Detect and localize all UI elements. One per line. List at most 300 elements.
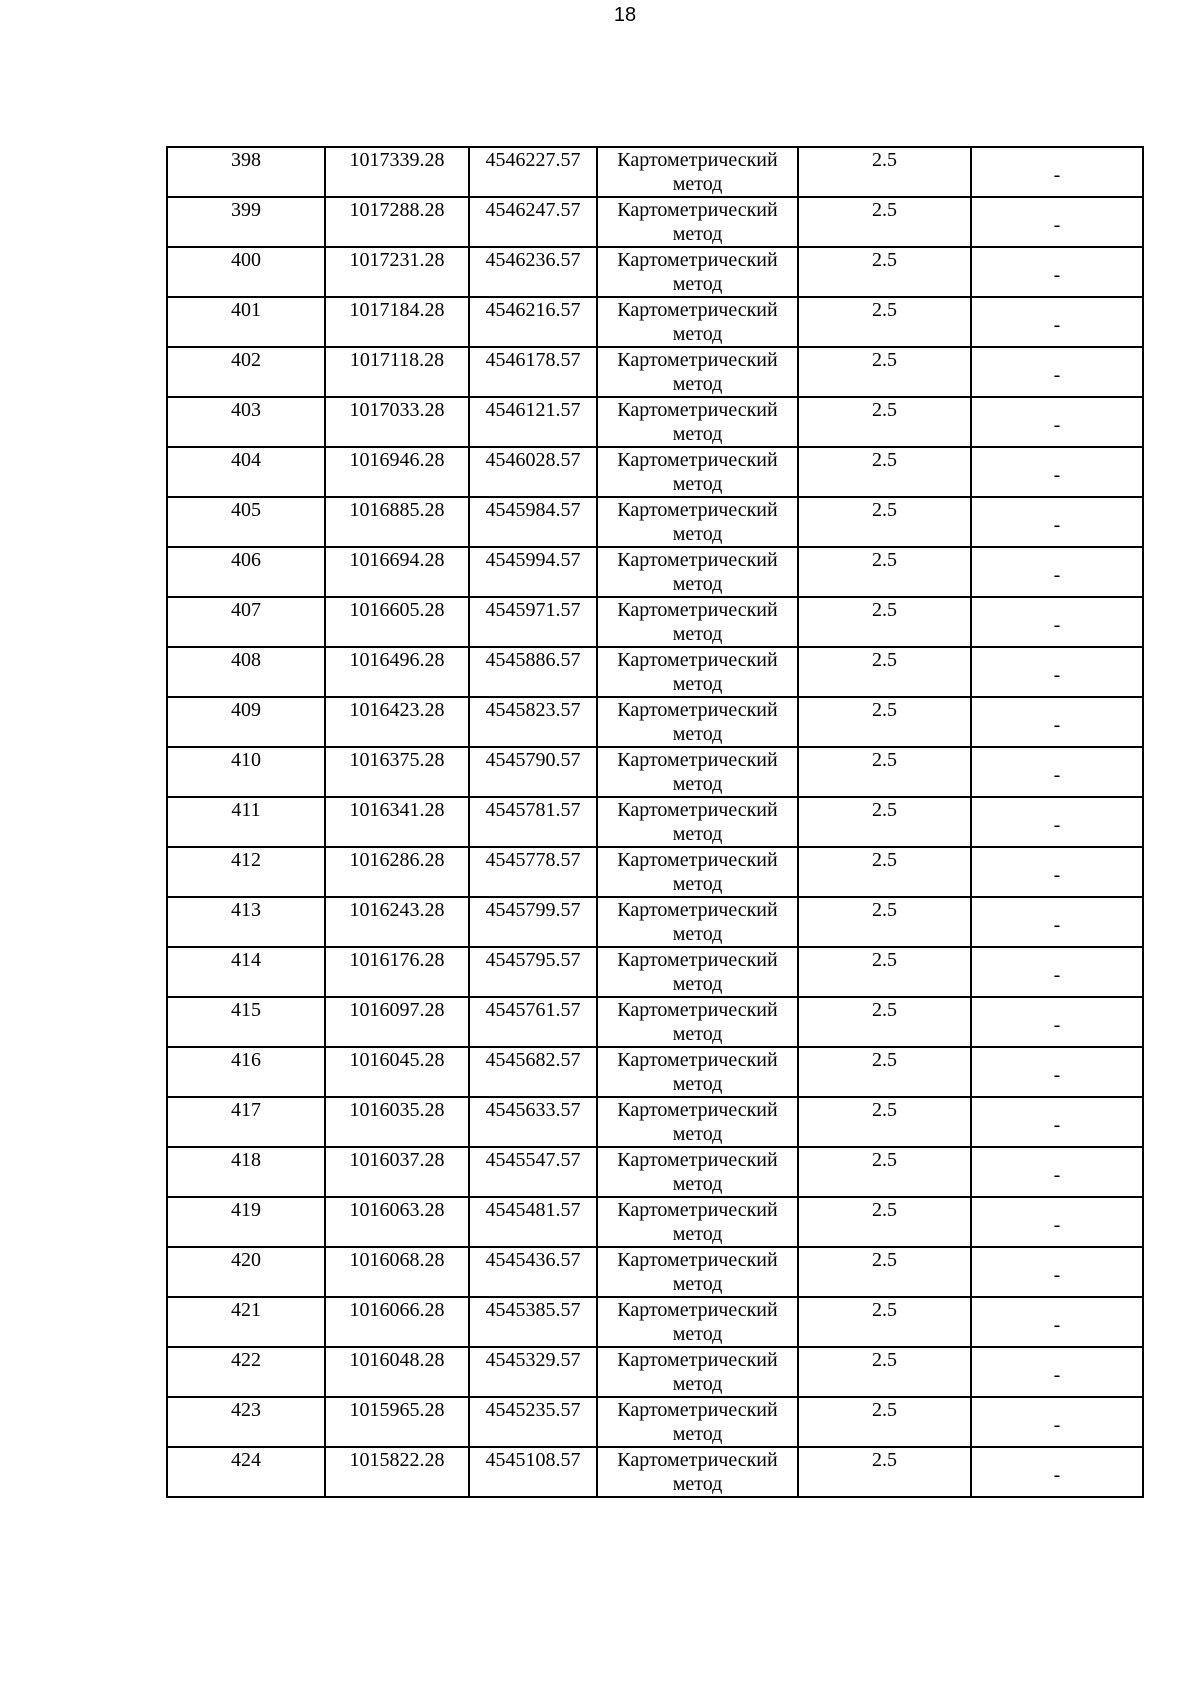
- method-text: Картометрический метод: [617, 549, 778, 595]
- point-number-cell: [167, 647, 325, 697]
- y-text: 4545886.57: [485, 649, 581, 671]
- table-row: [167, 1097, 1143, 1147]
- point-number-cell: [167, 347, 325, 397]
- x-text: 1016066.28: [349, 1299, 445, 1321]
- method-text: Картометрический метод: [617, 699, 778, 745]
- table-row: [167, 1047, 1143, 1097]
- note-text: -: [1053, 1214, 1061, 1236]
- x-text: 1016048.28: [349, 1349, 445, 1371]
- note-text: -: [1053, 164, 1061, 186]
- accuracy-cell: [798, 747, 971, 797]
- accuracy-cell: [798, 1247, 971, 1297]
- note-text: -: [1053, 1114, 1061, 1136]
- accuracy-text: 2.5: [872, 249, 897, 271]
- note-cell: [971, 547, 1143, 597]
- note-cell: [971, 1247, 1143, 1297]
- y-coordinate-cell: [469, 997, 597, 1047]
- x-text: 1015965.28: [349, 1399, 445, 1421]
- table-row: [167, 947, 1143, 997]
- n-text: 408: [231, 649, 261, 671]
- note-text: -: [1053, 714, 1061, 736]
- table-row: [167, 647, 1143, 697]
- n-text: 399: [231, 199, 261, 221]
- y-text: 4545481.57: [485, 1199, 581, 1221]
- n-text: 405: [231, 499, 261, 521]
- table-row: [167, 997, 1143, 1047]
- y-coordinate-cell: [469, 747, 597, 797]
- point-number-cell: [167, 1247, 325, 1297]
- accuracy-text: 2.5: [872, 199, 897, 221]
- method-cell: [597, 847, 798, 897]
- accuracy-text: 2.5: [872, 499, 897, 521]
- accuracy-cell: [798, 597, 971, 647]
- y-coordinate-cell: [469, 647, 597, 697]
- note-text: -: [1053, 764, 1061, 786]
- x-text: 1016946.28: [349, 449, 445, 471]
- method-text: Картометрический метод: [617, 449, 778, 495]
- point-number-cell: [167, 297, 325, 347]
- x-text: 1016243.28: [349, 899, 445, 921]
- note-cell: [971, 297, 1143, 347]
- accuracy-cell: [798, 1197, 971, 1247]
- point-number-cell: [167, 1447, 325, 1497]
- accuracy-text: 2.5: [872, 699, 897, 721]
- n-text: 419: [231, 1199, 261, 1221]
- y-text: 4545682.57: [485, 1049, 581, 1071]
- y-text: 4545235.57: [485, 1399, 581, 1421]
- x-text: 1016286.28: [349, 849, 445, 871]
- point-number-cell: [167, 1097, 325, 1147]
- accuracy-text: 2.5: [872, 999, 897, 1021]
- method-cell: [597, 797, 798, 847]
- method-cell: [597, 1397, 798, 1447]
- y-coordinate-cell: [469, 1297, 597, 1347]
- y-text: 4545795.57: [485, 949, 581, 971]
- x-coordinate-cell: [325, 447, 469, 497]
- method-text: Картометрический метод: [617, 849, 778, 895]
- point-number-cell: [167, 997, 325, 1047]
- note-text: -: [1053, 1314, 1061, 1336]
- n-text: 412: [231, 849, 261, 871]
- accuracy-cell: [798, 1297, 971, 1347]
- accuracy-text: 2.5: [872, 1249, 897, 1271]
- y-coordinate-cell: [469, 147, 597, 197]
- n-text: 400: [231, 249, 261, 271]
- y-text: 4545790.57: [485, 749, 581, 771]
- n-text: 401: [231, 299, 261, 321]
- note-text: -: [1053, 214, 1061, 236]
- n-text: 416: [231, 1049, 261, 1071]
- method-text: Картометрический метод: [617, 149, 778, 195]
- x-text: 1016605.28: [349, 599, 445, 621]
- y-text: 4545385.57: [485, 1299, 581, 1321]
- method-text: Картометрический метод: [617, 1149, 778, 1195]
- n-text: 409: [231, 699, 261, 721]
- y-coordinate-cell: [469, 247, 597, 297]
- x-coordinate-cell: [325, 747, 469, 797]
- method-text: Картометрический метод: [617, 1399, 778, 1445]
- x-text: 1016375.28: [349, 749, 445, 771]
- page-number: 18: [613, 4, 637, 26]
- n-text: 422: [231, 1349, 261, 1371]
- method-text: Картометрический метод: [617, 649, 778, 695]
- note-text: -: [1053, 464, 1061, 486]
- accuracy-text: 2.5: [872, 649, 897, 671]
- note-text: -: [1053, 1014, 1061, 1036]
- n-text: 407: [231, 599, 261, 621]
- point-number-cell: [167, 147, 325, 197]
- n-text: 415: [231, 999, 261, 1021]
- point-number-cell: [167, 1147, 325, 1197]
- point-number-cell: [167, 1397, 325, 1447]
- y-text: 4546247.57: [485, 199, 581, 221]
- note-cell: [971, 497, 1143, 547]
- n-text: 403: [231, 399, 261, 421]
- x-coordinate-cell: [325, 1147, 469, 1197]
- x-coordinate-cell: [325, 1247, 469, 1297]
- method-text: Картометрический метод: [617, 199, 778, 245]
- x-coordinate-cell: [325, 347, 469, 397]
- point-number-cell: [167, 947, 325, 997]
- note-text: -: [1053, 864, 1061, 886]
- accuracy-cell: [798, 497, 971, 547]
- accuracy-cell: [798, 197, 971, 247]
- n-text: 410: [231, 749, 261, 771]
- table-row: [167, 497, 1143, 547]
- accuracy-cell: [798, 297, 971, 347]
- y-coordinate-cell: [469, 597, 597, 647]
- x-coordinate-cell: [325, 497, 469, 547]
- table-row: [167, 847, 1143, 897]
- table-row: [167, 747, 1143, 797]
- note-text: -: [1053, 914, 1061, 936]
- method-text: Картометрический метод: [617, 1249, 778, 1295]
- accuracy-cell: [798, 1147, 971, 1197]
- n-text: 423: [231, 1399, 261, 1421]
- y-text: 4545436.57: [485, 1249, 581, 1271]
- table-row: [167, 1397, 1143, 1447]
- n-text: 413: [231, 899, 261, 921]
- accuracy-text: 2.5: [872, 949, 897, 971]
- note-text: -: [1053, 1264, 1061, 1286]
- accuracy-cell: [798, 1397, 971, 1447]
- note-cell: [971, 1197, 1143, 1247]
- x-text: 1016097.28: [349, 999, 445, 1021]
- x-text: 1017118.28: [349, 349, 445, 371]
- y-coordinate-cell: [469, 897, 597, 947]
- x-text: 1016694.28: [349, 549, 445, 571]
- method-text: Картометрический метод: [617, 949, 778, 995]
- method-text: Картометрический метод: [617, 399, 778, 445]
- table-row: [167, 697, 1143, 747]
- y-coordinate-cell: [469, 1147, 597, 1197]
- note-cell: [971, 1347, 1143, 1397]
- x-text: 1015822.28: [349, 1449, 445, 1471]
- point-number-cell: [167, 497, 325, 547]
- x-coordinate-cell: [325, 1047, 469, 1097]
- x-text: 1017288.28: [349, 199, 445, 221]
- y-text: 4545761.57: [485, 999, 581, 1021]
- table-row: [167, 1347, 1143, 1397]
- x-coordinate-cell: [325, 597, 469, 647]
- note-cell: [971, 597, 1143, 647]
- accuracy-text: 2.5: [872, 1399, 897, 1421]
- n-text: 424: [231, 1449, 261, 1471]
- y-text: 4545329.57: [485, 1349, 581, 1371]
- point-number-cell: [167, 547, 325, 597]
- accuracy-cell: [798, 147, 971, 197]
- y-text: 4545971.57: [485, 599, 581, 621]
- point-number-cell: [167, 1047, 325, 1097]
- y-coordinate-cell: [469, 1197, 597, 1247]
- method-cell: [597, 197, 798, 247]
- y-text: 4546216.57: [485, 299, 581, 321]
- x-text: 1016063.28: [349, 1199, 445, 1221]
- method-cell: [597, 747, 798, 797]
- method-cell: [597, 397, 798, 447]
- method-text: Картометрический метод: [617, 1449, 778, 1495]
- method-cell: [597, 1147, 798, 1197]
- accuracy-text: 2.5: [872, 1299, 897, 1321]
- table-row: [167, 397, 1143, 447]
- accuracy-cell: [798, 797, 971, 847]
- n-text: 414: [231, 949, 261, 971]
- table-row: [167, 1297, 1143, 1347]
- x-coordinate-cell: [325, 797, 469, 847]
- y-text: 4546121.57: [485, 399, 581, 421]
- method-text: Картометрический метод: [617, 1349, 778, 1395]
- point-number-cell: [167, 597, 325, 647]
- point-number-cell: [167, 397, 325, 447]
- y-text: 4545778.57: [485, 849, 581, 871]
- y-text: 4545633.57: [485, 1099, 581, 1121]
- accuracy-cell: [798, 647, 971, 697]
- note-cell: [971, 447, 1143, 497]
- x-text: 1017184.28: [349, 299, 445, 321]
- coordinates-table-body: [167, 147, 1143, 1497]
- method-cell: [597, 597, 798, 647]
- note-cell: [971, 197, 1143, 247]
- note-cell: [971, 1447, 1143, 1497]
- point-number-cell: [167, 897, 325, 947]
- accuracy-text: 2.5: [872, 1199, 897, 1221]
- accuracy-text: 2.5: [872, 549, 897, 571]
- accuracy-cell: [798, 947, 971, 997]
- point-number-cell: [167, 1297, 325, 1347]
- x-coordinate-cell: [325, 1347, 469, 1397]
- note-text: -: [1053, 964, 1061, 986]
- accuracy-cell: [798, 847, 971, 897]
- n-text: 402: [231, 349, 261, 371]
- point-number-cell: [167, 797, 325, 847]
- n-text: 417: [231, 1099, 261, 1121]
- method-text: Картометрический метод: [617, 1199, 778, 1245]
- point-number-cell: [167, 247, 325, 297]
- note-text: -: [1053, 614, 1061, 636]
- table-row: [167, 1447, 1143, 1497]
- method-cell: [597, 297, 798, 347]
- table-row: [167, 897, 1143, 947]
- accuracy-text: 2.5: [872, 599, 897, 621]
- n-text: 420: [231, 1249, 261, 1271]
- accuracy-cell: [798, 1097, 971, 1147]
- x-text: 1017033.28: [349, 399, 445, 421]
- x-text: 1016423.28: [349, 699, 445, 721]
- x-coordinate-cell: [325, 147, 469, 197]
- method-cell: [597, 697, 798, 747]
- note-cell: [971, 1147, 1143, 1197]
- point-number-cell: [167, 697, 325, 747]
- x-coordinate-cell: [325, 397, 469, 447]
- point-number-cell: [167, 847, 325, 897]
- table-row: [167, 797, 1143, 847]
- y-coordinate-cell: [469, 1397, 597, 1447]
- table-row: [167, 1147, 1143, 1197]
- accuracy-text: 2.5: [872, 849, 897, 871]
- accuracy-cell: [798, 347, 971, 397]
- accuracy-cell: [798, 247, 971, 297]
- method-cell: [597, 1247, 798, 1297]
- table-row: [167, 447, 1143, 497]
- x-coordinate-cell: [325, 247, 469, 297]
- accuracy-text: 2.5: [872, 1449, 897, 1471]
- x-text: 1017231.28: [349, 249, 445, 271]
- accuracy-text: 2.5: [872, 1149, 897, 1171]
- y-text: 4545984.57: [485, 499, 581, 521]
- accuracy-text: 2.5: [872, 149, 897, 171]
- x-coordinate-cell: [325, 547, 469, 597]
- method-cell: [597, 1097, 798, 1147]
- y-text: 4545823.57: [485, 699, 581, 721]
- y-coordinate-cell: [469, 797, 597, 847]
- method-text: Картометрический метод: [617, 299, 778, 345]
- note-text: -: [1053, 1364, 1061, 1386]
- x-text: 1016037.28: [349, 1149, 445, 1171]
- x-coordinate-cell: [325, 1447, 469, 1497]
- x-text: 1016341.28: [349, 799, 445, 821]
- method-text: Картометрический метод: [617, 749, 778, 795]
- note-text: -: [1053, 1164, 1061, 1186]
- y-coordinate-cell: [469, 347, 597, 397]
- point-number-cell: [167, 747, 325, 797]
- x-coordinate-cell: [325, 197, 469, 247]
- note-cell: [971, 947, 1143, 997]
- method-text: Картометрический метод: [617, 249, 778, 295]
- note-cell: [971, 847, 1143, 897]
- point-number-cell: [167, 447, 325, 497]
- point-number-cell: [167, 1197, 325, 1247]
- method-cell: [597, 447, 798, 497]
- table-row: [167, 297, 1143, 347]
- note-cell: [971, 247, 1143, 297]
- accuracy-text: 2.5: [872, 1099, 897, 1121]
- accuracy-cell: [798, 447, 971, 497]
- table-row: [167, 1247, 1143, 1297]
- note-text: -: [1053, 414, 1061, 436]
- accuracy-text: 2.5: [872, 449, 897, 471]
- y-coordinate-cell: [469, 397, 597, 447]
- note-text: -: [1053, 364, 1061, 386]
- note-cell: [971, 697, 1143, 747]
- method-cell: [597, 897, 798, 947]
- note-text: -: [1053, 514, 1061, 536]
- accuracy-cell: [798, 397, 971, 447]
- method-text: Картометрический метод: [617, 799, 778, 845]
- method-cell: [597, 547, 798, 597]
- y-coordinate-cell: [469, 297, 597, 347]
- y-coordinate-cell: [469, 1447, 597, 1497]
- y-coordinate-cell: [469, 1347, 597, 1397]
- y-text: 4545799.57: [485, 899, 581, 921]
- method-cell: [597, 497, 798, 547]
- method-text: Картометрический метод: [617, 499, 778, 545]
- y-coordinate-cell: [469, 1047, 597, 1097]
- x-coordinate-cell: [325, 297, 469, 347]
- accuracy-text: 2.5: [872, 1049, 897, 1071]
- note-cell: [971, 1397, 1143, 1447]
- note-cell: [971, 1047, 1143, 1097]
- x-text: 1017339.28: [349, 149, 445, 171]
- x-coordinate-cell: [325, 997, 469, 1047]
- method-text: Картометрический метод: [617, 599, 778, 645]
- method-text: Картометрический метод: [617, 1049, 778, 1095]
- y-coordinate-cell: [469, 697, 597, 747]
- note-cell: [971, 647, 1143, 697]
- y-coordinate-cell: [469, 497, 597, 547]
- note-text: -: [1053, 1064, 1061, 1086]
- table-row: [167, 347, 1143, 397]
- note-cell: [971, 1297, 1143, 1347]
- x-text: 1016885.28: [349, 499, 445, 521]
- x-coordinate-cell: [325, 647, 469, 697]
- method-text: Картометрический метод: [617, 349, 778, 395]
- coordinates-table: [166, 146, 1144, 1498]
- note-text: -: [1053, 314, 1061, 336]
- method-cell: [597, 647, 798, 697]
- note-cell: [971, 347, 1143, 397]
- note-cell: [971, 147, 1143, 197]
- point-number-cell: [167, 1347, 325, 1397]
- accuracy-cell: [798, 1347, 971, 1397]
- x-coordinate-cell: [325, 897, 469, 947]
- n-text: 411: [231, 799, 261, 821]
- accuracy-cell: [798, 897, 971, 947]
- note-text: -: [1053, 664, 1061, 686]
- note-text: -: [1053, 1414, 1061, 1436]
- accuracy-text: 2.5: [872, 349, 897, 371]
- method-cell: [597, 1447, 798, 1497]
- x-text: 1016068.28: [349, 1249, 445, 1271]
- y-coordinate-cell: [469, 197, 597, 247]
- y-coordinate-cell: [469, 1247, 597, 1297]
- accuracy-cell: [798, 697, 971, 747]
- x-coordinate-cell: [325, 1197, 469, 1247]
- accuracy-cell: [798, 547, 971, 597]
- table-row: [167, 1197, 1143, 1247]
- y-coordinate-cell: [469, 447, 597, 497]
- n-text: 404: [231, 449, 261, 471]
- y-text: 4546178.57: [485, 349, 581, 371]
- accuracy-cell: [798, 1047, 971, 1097]
- note-cell: [971, 397, 1143, 447]
- table-row: [167, 197, 1143, 247]
- method-text: Картометрический метод: [617, 1099, 778, 1145]
- n-text: 406: [231, 549, 261, 571]
- note-text: -: [1053, 814, 1061, 836]
- accuracy-text: 2.5: [872, 899, 897, 921]
- n-text: 398: [231, 149, 261, 171]
- x-text: 1016176.28: [349, 949, 445, 971]
